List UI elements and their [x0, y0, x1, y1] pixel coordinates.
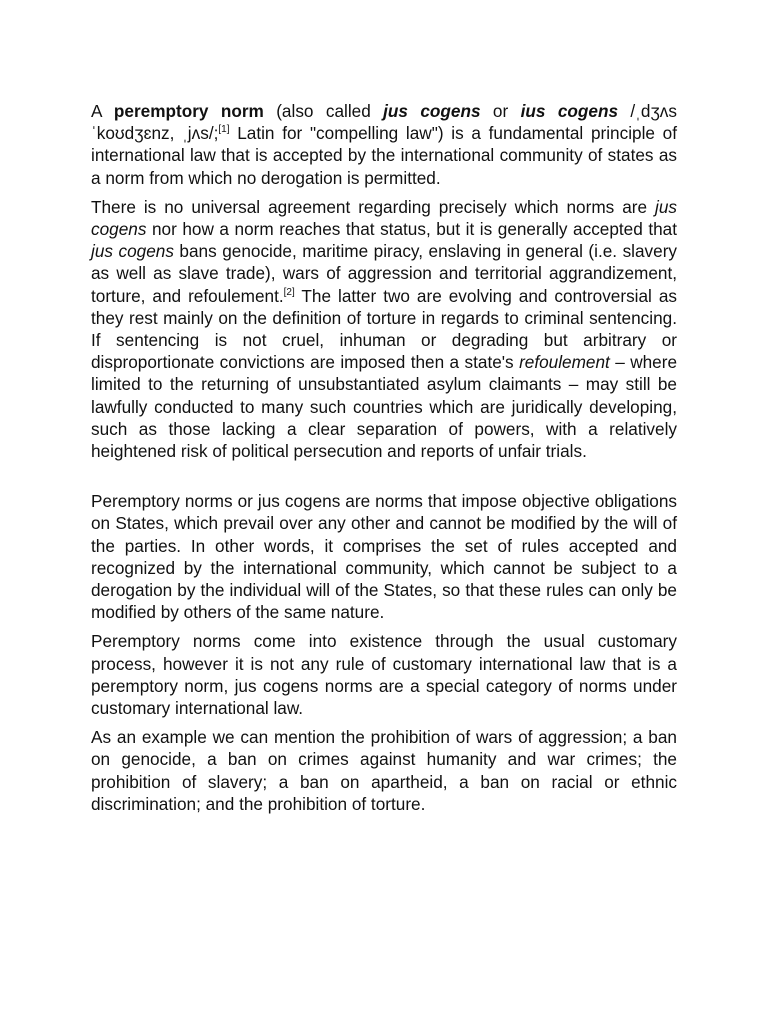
paragraph-customary-process: [91, 630, 677, 719]
text-segment: Peremptory norms or jus cogens are norms that impose objective obligations on States, which prevail over any other and cannot be modified by the will of the parties. In other words, it comprises the set of rules accepted and recognized by the international community, which cannot be subject to a derogation by the individual will of the States, so that these rules can only be modified by others of the same nature.: [91, 491, 677, 623]
italic-term-refoulement: refoulement: [519, 352, 610, 373]
text-segment: nor how a norm reaches that status, but it is generally accepted that: [146, 219, 677, 240]
term-ius-cogens: ius cogens: [520, 101, 618, 121]
text-segment: As an example we can mention the prohibition of wars of aggression; a ban on genocide, a ban on crimes against humanity and war crimes; the prohibition of slavery; a ban on apartheid, a ban on racial or ethnic discrimination; and the prohibition of torture.: [91, 727, 677, 814]
pronunciation: /ˌdʒʌs ˈkoʊdʒɛnz, ˌjʌs/;: [91, 101, 677, 144]
text-segment: Latin for "compelling law") is a fundamental principle of international law that is accepted by the international community of states as a norm from which no derogation is permitted.: [91, 123, 678, 188]
paragraph-obligations: [91, 490, 677, 623]
text-segment: or: [480, 101, 521, 121]
paragraph-definition: [91, 100, 677, 189]
italic-term: jus cogens: [91, 241, 174, 262]
text-segment: – where limited to the returning of unsubstantiated asylum claimants – may still be lawfully conducted to many such countries which are juridically developing, such as those lacking a clear separation of powers, with a relatively heightened risk of political persecution and reports of unfair trials.: [91, 352, 678, 462]
text-segment: The latter two are evolving and controversial as they rest mainly on the definition of torture in regards to criminal sentencing. If sentencing is not cruel, inhuman or degrading but arbitrary or disproportionate convictions are imposed then a state's: [91, 285, 677, 373]
citation-2[interactable]: [2]: [283, 286, 295, 298]
text-segment: (also called: [263, 101, 384, 121]
citation-1[interactable]: [1]: [218, 124, 230, 136]
paragraph-agreement: [91, 196, 677, 462]
document-page: [91, 100, 677, 822]
text-segment: Peremptory norms come into existence through the usual customary process, however it is not any rule of customary international law that is a peremptory norm, jus cogens norms are a special category of norms under customary international law.: [91, 631, 677, 719]
paragraph-examples: [91, 726, 677, 815]
text-segment: A: [91, 101, 114, 121]
text-segment: There is no universal agreement regarding precisely which norms are: [91, 196, 656, 217]
term-peremptory-norm: peremptory norm: [113, 101, 264, 121]
text-segment: bans genocide, maritime piracy, enslaving in general (i.e. slavery as well as slave trade), wars of aggression and territorial aggrandizement, torture, and refoulement.: [91, 241, 678, 306]
italic-term: jus cogens: [91, 196, 677, 240]
term-jus-cogens: jus cogens: [383, 101, 481, 121]
